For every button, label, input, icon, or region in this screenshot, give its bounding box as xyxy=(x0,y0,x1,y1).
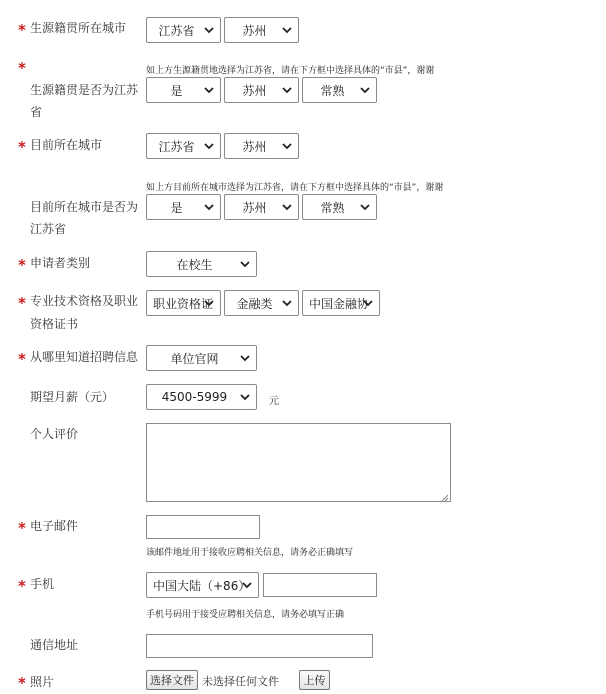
origin-js-label-line2: 省 xyxy=(30,105,43,119)
current-js-city-select[interactable] xyxy=(224,194,299,220)
chevron-down-icon xyxy=(204,25,214,35)
origin-province-select[interactable] xyxy=(146,17,221,43)
chevron-down-icon xyxy=(240,353,250,363)
applicant-type-value: 在校生 xyxy=(176,257,213,272)
applicant-type-select[interactable] xyxy=(146,251,257,277)
current-province-value: 江苏省 xyxy=(158,139,195,154)
source-select[interactable] xyxy=(146,345,257,371)
phone-country-value: 中国大陆（+86） xyxy=(153,578,251,593)
qualification-type-value: 职业资格证 xyxy=(153,296,214,311)
resize-handle-icon[interactable] xyxy=(440,491,449,500)
chevron-down-icon xyxy=(282,141,292,151)
origin-js-county-select[interactable] xyxy=(302,77,377,103)
salary-value: 4500-5999 xyxy=(161,390,228,404)
current-js-county-value: 常熟 xyxy=(320,200,345,215)
applicant-type-label: 申请者类别 xyxy=(30,256,91,270)
salary-select[interactable] xyxy=(146,384,257,410)
qualification-type-select[interactable] xyxy=(146,290,221,316)
current-city-label: 目前所在城市 xyxy=(30,138,103,152)
required-marker: * xyxy=(18,256,26,274)
required-marker: * xyxy=(18,21,26,39)
chevron-down-icon xyxy=(282,298,292,308)
required-marker: * xyxy=(18,674,26,692)
current-js-county-select[interactable] xyxy=(302,194,377,220)
current-city-value: 苏州 xyxy=(242,139,267,154)
origin-js-hint: 如上方生源籍贯地选择为江苏省，请在下方框中选择具体的“市县”，谢谢 xyxy=(146,66,435,76)
address-label: 通信地址 xyxy=(30,638,79,652)
phone-country-select[interactable] xyxy=(146,572,259,598)
current-province-select[interactable] xyxy=(146,133,221,159)
qualification-certificate-select[interactable] xyxy=(302,290,380,316)
required-marker: * xyxy=(18,138,26,156)
address-input[interactable] xyxy=(146,634,373,658)
chevron-down-icon xyxy=(282,202,292,212)
current-js-yes-value: 是 xyxy=(170,200,183,215)
chevron-down-icon xyxy=(204,202,214,212)
chevron-down-icon xyxy=(282,85,292,95)
origin-js-label-line1: 生源籍贯是否为江苏 xyxy=(30,83,139,97)
current-js-yes-select[interactable] xyxy=(146,194,221,220)
required-marker: * xyxy=(18,519,26,537)
salary-unit: 元 xyxy=(269,396,279,407)
origin-js-county-value: 常熟 xyxy=(320,83,345,98)
phone-hint: 手机号码用于接受应聘相关信息，请务必填写正确 xyxy=(146,610,345,620)
current-js-city-value: 苏州 xyxy=(242,200,267,215)
no-file-text: 未选择任何文件 xyxy=(202,675,279,688)
origin-js-city-value: 苏州 xyxy=(242,83,267,98)
origin-city-value: 苏州 xyxy=(242,23,267,38)
phone-label: 手机 xyxy=(30,577,55,591)
required-marker: * xyxy=(18,294,26,312)
current-js-label-line2: 江苏省 xyxy=(30,222,67,236)
origin-js-yes-select[interactable] xyxy=(146,77,221,103)
origin-js-city-select[interactable] xyxy=(224,77,299,103)
salary-label: 期望月薪（元） xyxy=(30,390,115,404)
qualification-label-line1: 专业技术资格及职业 xyxy=(30,294,139,308)
required-marker: * xyxy=(18,59,26,77)
current-js-label-line1: 目前所在城市是否为 xyxy=(30,200,139,214)
phone-input[interactable] xyxy=(263,573,377,597)
required-marker: * xyxy=(18,577,26,595)
current-js-hint: 如上方目前所在城市选择为江苏省，请在下方框中选择具体的“市县”，谢谢 xyxy=(146,183,444,193)
current-city-select[interactable] xyxy=(224,133,299,159)
origin-city-label: 生源籍贯所在城市 xyxy=(30,21,127,35)
qualification-certificate-value: 中国金融协 xyxy=(309,296,370,311)
chevron-down-icon xyxy=(363,298,373,308)
qualification-label-line2: 资格证书 xyxy=(30,317,79,331)
evaluation-label: 个人评价 xyxy=(30,427,79,441)
upload-button[interactable]: 上传 xyxy=(299,670,330,690)
evaluation-textarea[interactable] xyxy=(146,423,451,502)
chevron-down-icon xyxy=(240,392,250,402)
required-marker: * xyxy=(18,350,26,368)
origin-city-select[interactable] xyxy=(224,17,299,43)
chevron-down-icon xyxy=(204,298,214,308)
qualification-category-value: 金融类 xyxy=(236,296,273,311)
email-label: 电子邮件 xyxy=(30,519,79,533)
chevron-down-icon xyxy=(360,85,370,95)
chevron-down-icon xyxy=(360,202,370,212)
qualification-category-select[interactable] xyxy=(224,290,299,316)
photo-label: 照片 xyxy=(30,675,55,689)
choose-file-button[interactable]: 选择文件 xyxy=(146,670,198,690)
source-value: 单位官网 xyxy=(170,351,219,366)
origin-province-value: 江苏省 xyxy=(158,23,195,38)
chevron-down-icon xyxy=(204,85,214,95)
source-label: 从哪里知道招聘信息 xyxy=(30,350,139,364)
chevron-down-icon xyxy=(282,25,292,35)
chevron-down-icon xyxy=(240,259,250,269)
email-input[interactable] xyxy=(146,515,260,539)
origin-js-yes-value: 是 xyxy=(170,83,183,98)
chevron-down-icon xyxy=(242,580,252,590)
email-hint: 该邮件地址用于接收应聘相关信息，请务必正确填写 xyxy=(146,548,354,558)
chevron-down-icon xyxy=(204,141,214,151)
